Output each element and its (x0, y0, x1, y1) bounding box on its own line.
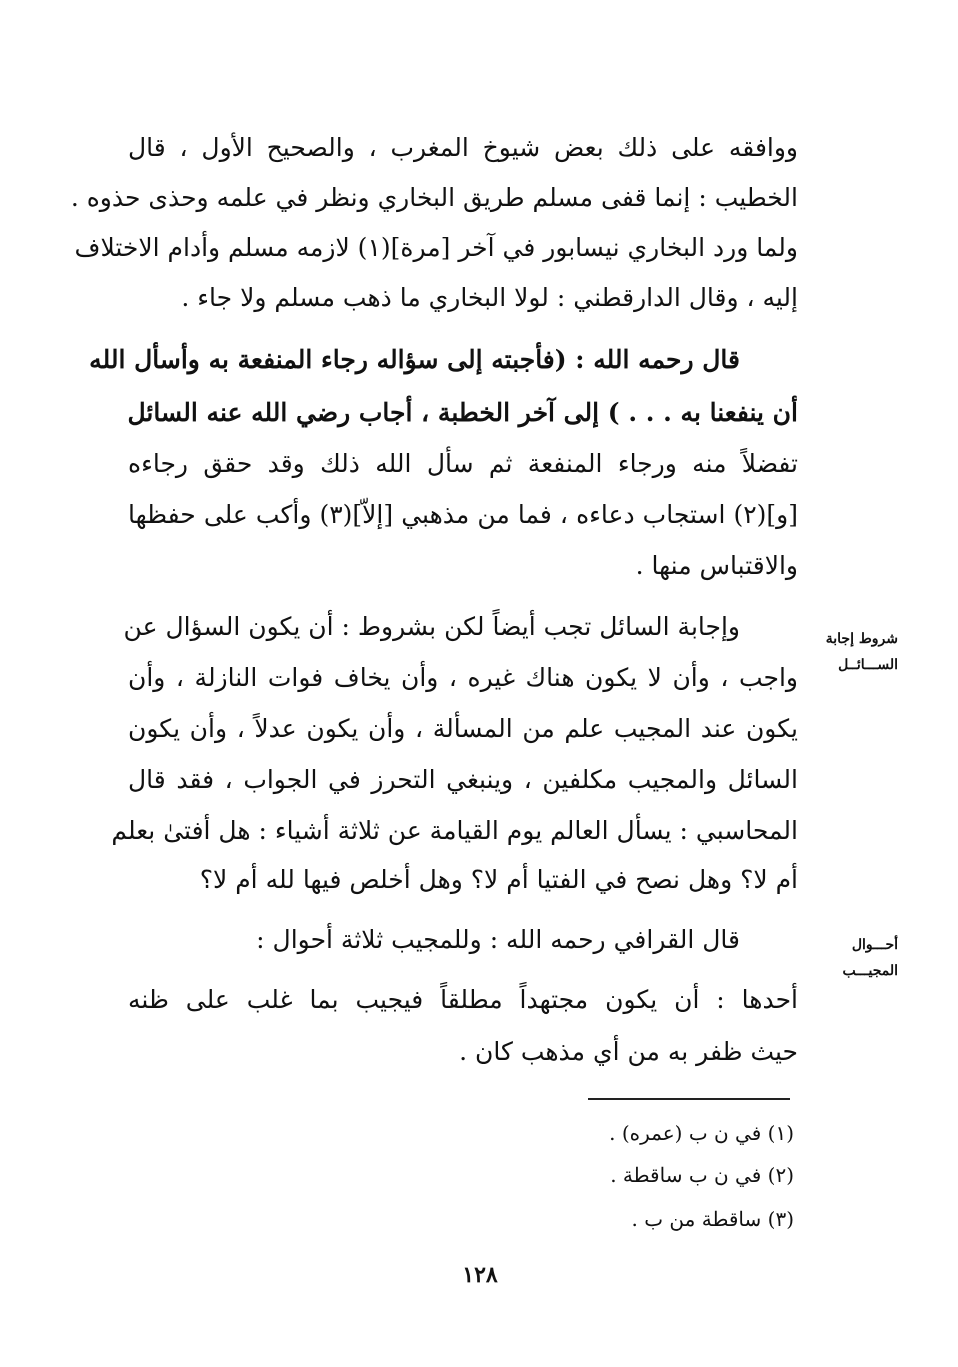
margin-note-line: المجيـــب (842, 963, 898, 979)
footnote-2: (٢) في ن ب ساقطة . (610, 1163, 794, 1187)
margin-note-line: أحـــوال (851, 937, 898, 953)
text-line: يكون عند المجيب علم من المسألة ، وأن يكون عدلاً ، وأن يكون (128, 714, 798, 743)
footnote-3: (٣) ساقطة من ب . (631, 1207, 794, 1231)
text-line: حيث ظفر به من أي مذهب كان . (459, 1037, 798, 1066)
text-line: الخطيب : إنما قفى مسلم طريق البخاري ونظر في علمه وحذى حذوه . (70, 183, 798, 212)
margin-note-answer-conditions (808, 626, 898, 678)
footnote-1: (١) في ن ب (عمره) . (609, 1121, 794, 1145)
text-line: قال القرافي رحمه الله : وللمجيب ثلاثة أحوال : (256, 925, 740, 954)
text-line: أحدها : أن يكون مجتهداً مطلقاً فيجيب بما غلب على ظنه (128, 985, 798, 1014)
text-line: واجب ، وأن لا يكون هناك غيره ، وأن يخاف فوات النازلة ، وأن (128, 663, 798, 692)
text-line: أن ينفعنا به . . . ) إلى آخر الخطبة ، أجاب رضي الله عنه السائل (127, 398, 798, 427)
margin-note-line: الســـائــل (838, 657, 898, 673)
page-number: ١٢٨ (462, 1262, 498, 1288)
text-line: تفضلاً منه ورجاء المنفعة ثم سأل الله ذلك وقد حقق رجاءه (128, 449, 798, 478)
text-line: السائل والمجيب مكلفين ، وينبغي التحرز في الجواب ، فقد قال (128, 765, 798, 794)
text-line: [و](٢) استجاب دعاءه ، فما من مذهبي [إلاّ](٣) وأكب على حفظها (128, 500, 798, 529)
text-line: المحاسبي : يسأل العالم يوم القيامة عن ثلاثة أشياء : هل أفتىٰ بعلم (111, 816, 798, 845)
text-line: وإجابة السائل تجب أيضاً لكن بشروط : أن يكون السؤال عن (123, 612, 740, 641)
text-line: قال رحمه الله : (فأجبته إلى سؤاله رجاء المنفعة به وأسأل الله (89, 345, 740, 374)
text-line: ووافقه على ذلك بعض شيوخ المغرب ، والصحيح الأول ، قال (128, 133, 798, 162)
text-line: أم لا؟ وهل نصح في الفتيا أم لا؟ وهل أخلص فيها لله أم لا؟ (199, 865, 798, 894)
margin-note-respondent-states (808, 932, 898, 984)
text-line: والاقتباس منها . (635, 551, 798, 580)
text-line: إليه ، وقال الدارقطني : لولا البخاري ما ذهب مسلم ولا جاء . (181, 283, 798, 312)
text-line: ولما ورد البخاري نيسابور في آخر [مرة](١) لازمه مسلم وأدام الاختلاف (74, 233, 798, 262)
footnote-divider (588, 1098, 790, 1100)
margin-note-line: شروط إجابة (825, 631, 898, 647)
